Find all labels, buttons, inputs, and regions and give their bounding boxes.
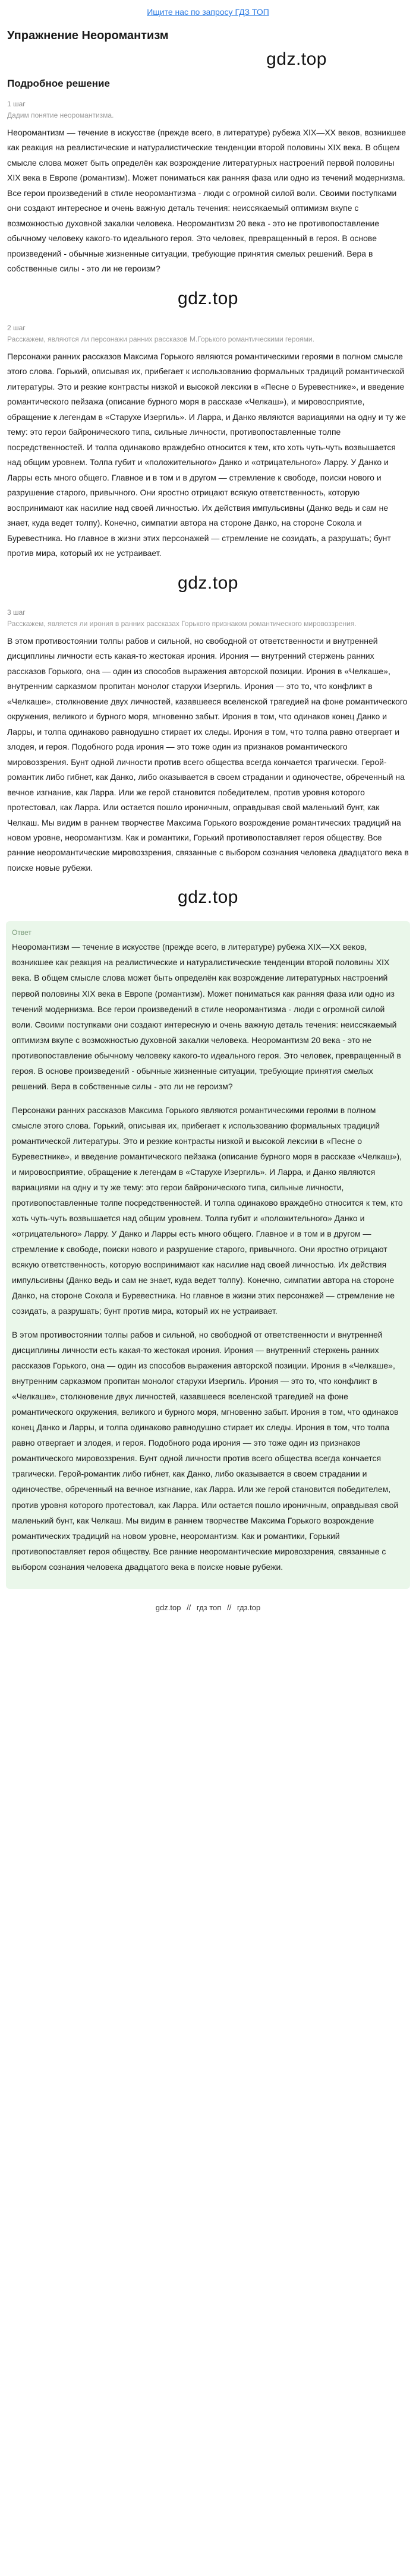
footer-separator: // (187, 1603, 191, 1612)
watermark: gdz.top (178, 288, 238, 308)
answer-box (6, 921, 410, 1588)
step-description: Расскажем, являются ли персонажи ранних рассказов М.Горького романтическими героями. (7, 334, 314, 343)
footer-link[interactable]: гдз топ (196, 1603, 222, 1612)
paragraph: В этом противостоянии толпы рабов и сильной, но свободной от ответственности и внутренней дисциплины личности есть какая-то жестокая ирония. Ирония — внутренний стержень ранних рассказов Горького, она — один из способов выражения авторской позиции. Ирония в «Челкаше», внутренним сарказмом пропитан монолог старухи Изергиль. Ирония — это то, что конфликт в «Челкаше», столкновение двух личностей, казавшееся вселенской трагедией на фоне романтического окружения, великого и бурного моря, мгновенно забыт. Ирония в том, что одинаков конец Данко и Ларры, и толпа одинаково равнодушно стирает их следы. Ирония в том, что толпа равно отвергает и злодея, и героя. Подобного рода ирония — это тоже один из признаков романтического мировоззрения. Бунт одной личности против всего общества всегда кончается трагически. Герой-романтик либо гибнет, как Данко, либо оказывается в своем страдании и одиночестве, обреченный на вечное изгнание, как Ларра. Или же герой становится победителем, против уровня которого протестовал, как Ларра. Или остается пошло ироничным, оправдывая свой маленький бунт, как Челкаш. Мы видим в раннем творчестве Максима Горького возрождение романтических традиций на новом уровне, неоромантизм. Как и романтики, Горький противопоставляет героя обществу. Все ранние неоромантические мировоззрения, связанные с выбором сознания человека двадцатого века в поиске новые рубежи. (7, 636, 409, 873)
answer-label: Ответ (12, 928, 31, 937)
step-description: Дадим понятие неоромантизма. (7, 110, 114, 119)
step-label: 3 шаг (7, 608, 26, 617)
search-hint-link[interactable]: Ищите нас по запросу ГДЗ ТОП (147, 7, 269, 17)
step-label: 1 шаг (7, 99, 26, 108)
step-label: 2 шаг (7, 323, 26, 332)
answer-text (12, 939, 404, 1574)
step-text (7, 349, 409, 561)
step-text (7, 125, 409, 277)
solution-subtitle: Подробное решение (7, 78, 110, 89)
watermark: gdz.top (178, 573, 238, 593)
step-text (7, 634, 409, 876)
footer-link[interactable]: гдз.top (237, 1603, 261, 1612)
page-title: Упражнение Неоромантизм (7, 29, 169, 42)
paragraph: Персонажи ранних рассказов Максима Горького являются романтическими героями в полном смысле этого слова. Горький, описывая их, прибегает к использованию формальных традиций романтической литературы. Это и резкие контрасты низкой и высокой лексики в «Песне о Буревестнике», и введение романтического пейзажа (описание бурного моря в рассказе «Челкаш»), и мировосприятие, обращение к легендам в «Старухе Изергиль». И Ларра, и Данко являются вариациями на одну и ту же тему: это герои байронического типа, сильные личности, противопоставленные толпе посредственностей. И толпа одинаково враждебно относится к тем, кто хоть чуть-чуть возвышается над общим уровнем. Толпа губит и «положительного» Данко и «отрицательного» Ларру. У Данко и Ларры есть много общего. Главное и в том и в другом — стремление к свободе, поиски нового и разрушение старого, привычного. Они яростно отрицают всякую ответственность, которую воспринимают как насилие над своей личностью. Их действия импульсивны (Данко ведь и сам не знает, куда ведет толпу). Конечно, симпатии автора на стороне Данко, на стороне Сокола и Буревестника. Но главное в жизни этих персонажей — стремление не созидать, а разрушать; бунт против мира, который их не устраивает. (12, 1105, 403, 1316)
watermark: gdz.top (266, 49, 327, 69)
footer-separator: // (226, 1603, 232, 1612)
paragraph: Неоромантизм — течение в искусстве (прежде всего, в литературе) рубежа XIX—XX веков, возникшее как реакция на реалистические и натуралистические тенденции второй половины XIX века. В общем смысле слова может быть определён как возрождение литературных настроений первой половины XIX века в Европе (романтизм). Может пониматься как ранняя фаза или одно из течений модернизма. Все герои произведений в стиле неоромантизма - люди с огромной силой воли. Своими поступками они создают интересную и очень важную деталь течения: неиссякаемый оптимизм вкупе с возможностью духовной закалки человека. Неоромантизм 20 века - это не противопоставление обычному человеку какого-то идеального героя. Это человек, превращенный в героя. В основе произведений - обычные жизненные ситуации, требующие принятия смелых решений. Вера в собственные силы - это ли не героизм? (12, 942, 401, 1091)
footer (0, 1597, 416, 1622)
step-description: Расскажем, является ли ирония в ранних рассказах Горького признаком романтического мировоззрения. (7, 619, 357, 628)
step-3 (0, 600, 416, 876)
paragraph: Персонажи ранних рассказов Максима Горького являются романтическими героями в полном смысле этого слова. Горький, описывая их, прибегает к использованию формальных традиций романтической литературы. Это и резкие контрасты низкой и высокой лексики в «Песне о Буревестнике», и введение романтического пейзажа (описание бурного моря в рассказе «Челкаш»), и мировосприятие, обращение к легендам в «Старухе Изергиль». И Ларра, и Данко являются вариациями на одну и ту же тему: это герои байронического типа, сильные личности, противопоставленные толпе посредственностей. И толпа одинаково враждебно относится к тем, кто хоть чуть-чуть возвышается над общим уровнем. Толпа губит и «положительного» Данко и «отрицательного» Ларру. У Данко и Ларры есть много общего. Главное и в том и в другом — стремление к свободе, поиски нового и разрушение старого, привычного. Они яростно отрицают всякую ответственность, которую воспринимают как насилие над своей личностью. Их действия импульсивны (Данко ведь и сам не знает, куда ведет толпу). Конечно, симпатии автора на стороне Данко, на стороне Сокола и Буревестника. Но главное в жизни этих персонажей — стремление не созидать, а разрушать; бунт против мира, который их не устраивает. (7, 351, 406, 558)
paragraph: Неоромантизм — течение в искусстве (прежде всего, в литературе) рубежа XIX—XX веков, возникшее как реакция на реалистические и натуралистические тенденции второй половины XIX века. В общем смысле слова может быть определён как возрождение литературных настроений первой половины XIX века в Европе (романтизм). Может пониматься как ранняя фаза или одно из течений модернизма. Все герои произведений в стиле неоромантизма - люди с огромной силой воли. Своими поступками они создают интересное и очень важную деталь течения: неиссякаемый оптимизм вкупе с возможностью духовной закалки человека. Неоромантизм 20 века - это не противопоставление обычному человеку какого-то идеального героя. Это человек, превращенный в героя. В основе произведений - обычные жизненные ситуации, требующие принятия смелых решений. Вера в собственные силы - это ли не героизм? (7, 127, 406, 274)
step-2 (0, 315, 416, 561)
step-1 (0, 91, 416, 277)
paragraph: В этом противостоянии толпы рабов и сильной, но свободной от ответственности и внутренней дисциплины личности есть какая-то жестокая ирония. Ирония — внутренний стержень ранних рассказов Горького, она — один из способов выражения авторской позиции. Ирония в «Челкаше», внутренним сарказмом пропитан монолог старухи Изергиль. Ирония — это то, что конфликт в «Челкаше», столкновение двух личностей, казавшееся вселенской трагедией на фоне романтического окружения, великого и бурного моря, мгновенно забыт. Ирония в том, что одинаков конец Данко и Ларры, и толпа одинаково равнодушно стирает их следы. Ирония в том, что толпа равно отвергает и злодея, и героя. Подобного рода ирония — это тоже один из признаков романтического мировоззрения. Бунт одной личности против всего общества всегда кончается трагически. Герой-романтик либо гибнет, как Данко, либо оказывается в своем страдании и одиночестве, обреченный на вечное изгнание, как Ларра. Или же герой становится победителем, против уровня которого протестовал, как Ларра. Или остается пошло ироничным, оправдывая свой маленький бунт, как Челкаш. Мы видим в раннем творчестве Максима Горького возрождение романтических традиций на новом уровне, неоромантизм. Как и романтики, Горький противопоставляет героя обществу. Все ранние неоромантические мировоззрения, связанные с выбором сознания человека двадцатого века в поиске новые рубежи. (12, 1330, 399, 1572)
watermark: gdz.top (178, 887, 238, 908)
footer-link[interactable]: gdz.top (155, 1603, 181, 1612)
